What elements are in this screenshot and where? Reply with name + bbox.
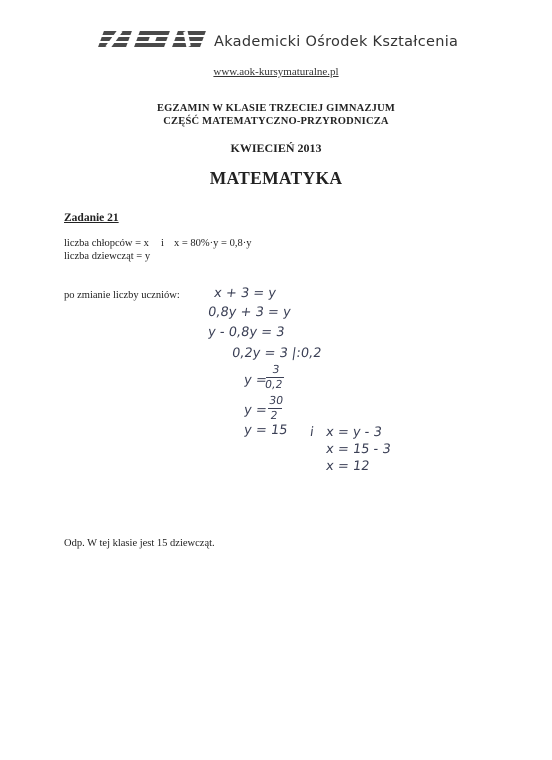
- step-1: x + 3 = y: [212, 286, 278, 301]
- step-5-denominator: 0,2: [264, 378, 284, 391]
- step-5-lhs: y =: [242, 373, 268, 388]
- relation: x = 80%·y = 0,8·y: [174, 238, 252, 249]
- step-3: y - 0,8y = 3: [206, 325, 286, 340]
- exam-date: KWIECIEŃ 2013: [230, 141, 322, 155]
- step-8: x = y - 3: [324, 425, 383, 440]
- step-6-denominator: 2: [269, 409, 279, 422]
- step-10: x = 12: [324, 459, 371, 474]
- org-name: Akademicki Ośrodek Kształcenia: [214, 34, 459, 50]
- step-6-lhs: y =: [242, 403, 268, 418]
- girls-definition: liczba dziewcząt = y: [64, 251, 151, 262]
- step-7: y = 15: [242, 423, 289, 438]
- boys-definition: liczba chłopców = x: [64, 238, 149, 249]
- aok-logo: [95, 28, 207, 50]
- exam-title-line1: EGZAMIN W KLASIE TRZECIEJ GIMNAZJUM: [156, 103, 396, 114]
- answer: Odp. W tej klasie jest 15 dziewcząt.: [64, 538, 215, 549]
- step-4: 0,2y = 3 |:0,2: [230, 346, 323, 361]
- after-change-label: po zmianie liczby uczniów:: [64, 290, 180, 301]
- step-7-conjunction: i: [308, 425, 315, 440]
- step-9: x = 15 - 3: [324, 442, 392, 457]
- step-2: 0,8y + 3 = y: [206, 305, 292, 320]
- task-label: Zadanie 21: [64, 212, 119, 224]
- exam-title-line2: CZĘŚĆ MATEMATYCZNO-PRZYRODNICZA: [163, 116, 389, 127]
- step-6-numerator: 30: [268, 394, 285, 407]
- step-5-fraction: [264, 364, 285, 391]
- step-5-numerator: 3: [271, 363, 281, 376]
- exam-subject: MATEMATYKA: [209, 168, 343, 188]
- conjunction: i: [161, 238, 164, 249]
- website-link[interactable]: www.aok-kursymaturalne.pl: [213, 66, 339, 78]
- step-6-fraction: [266, 395, 284, 422]
